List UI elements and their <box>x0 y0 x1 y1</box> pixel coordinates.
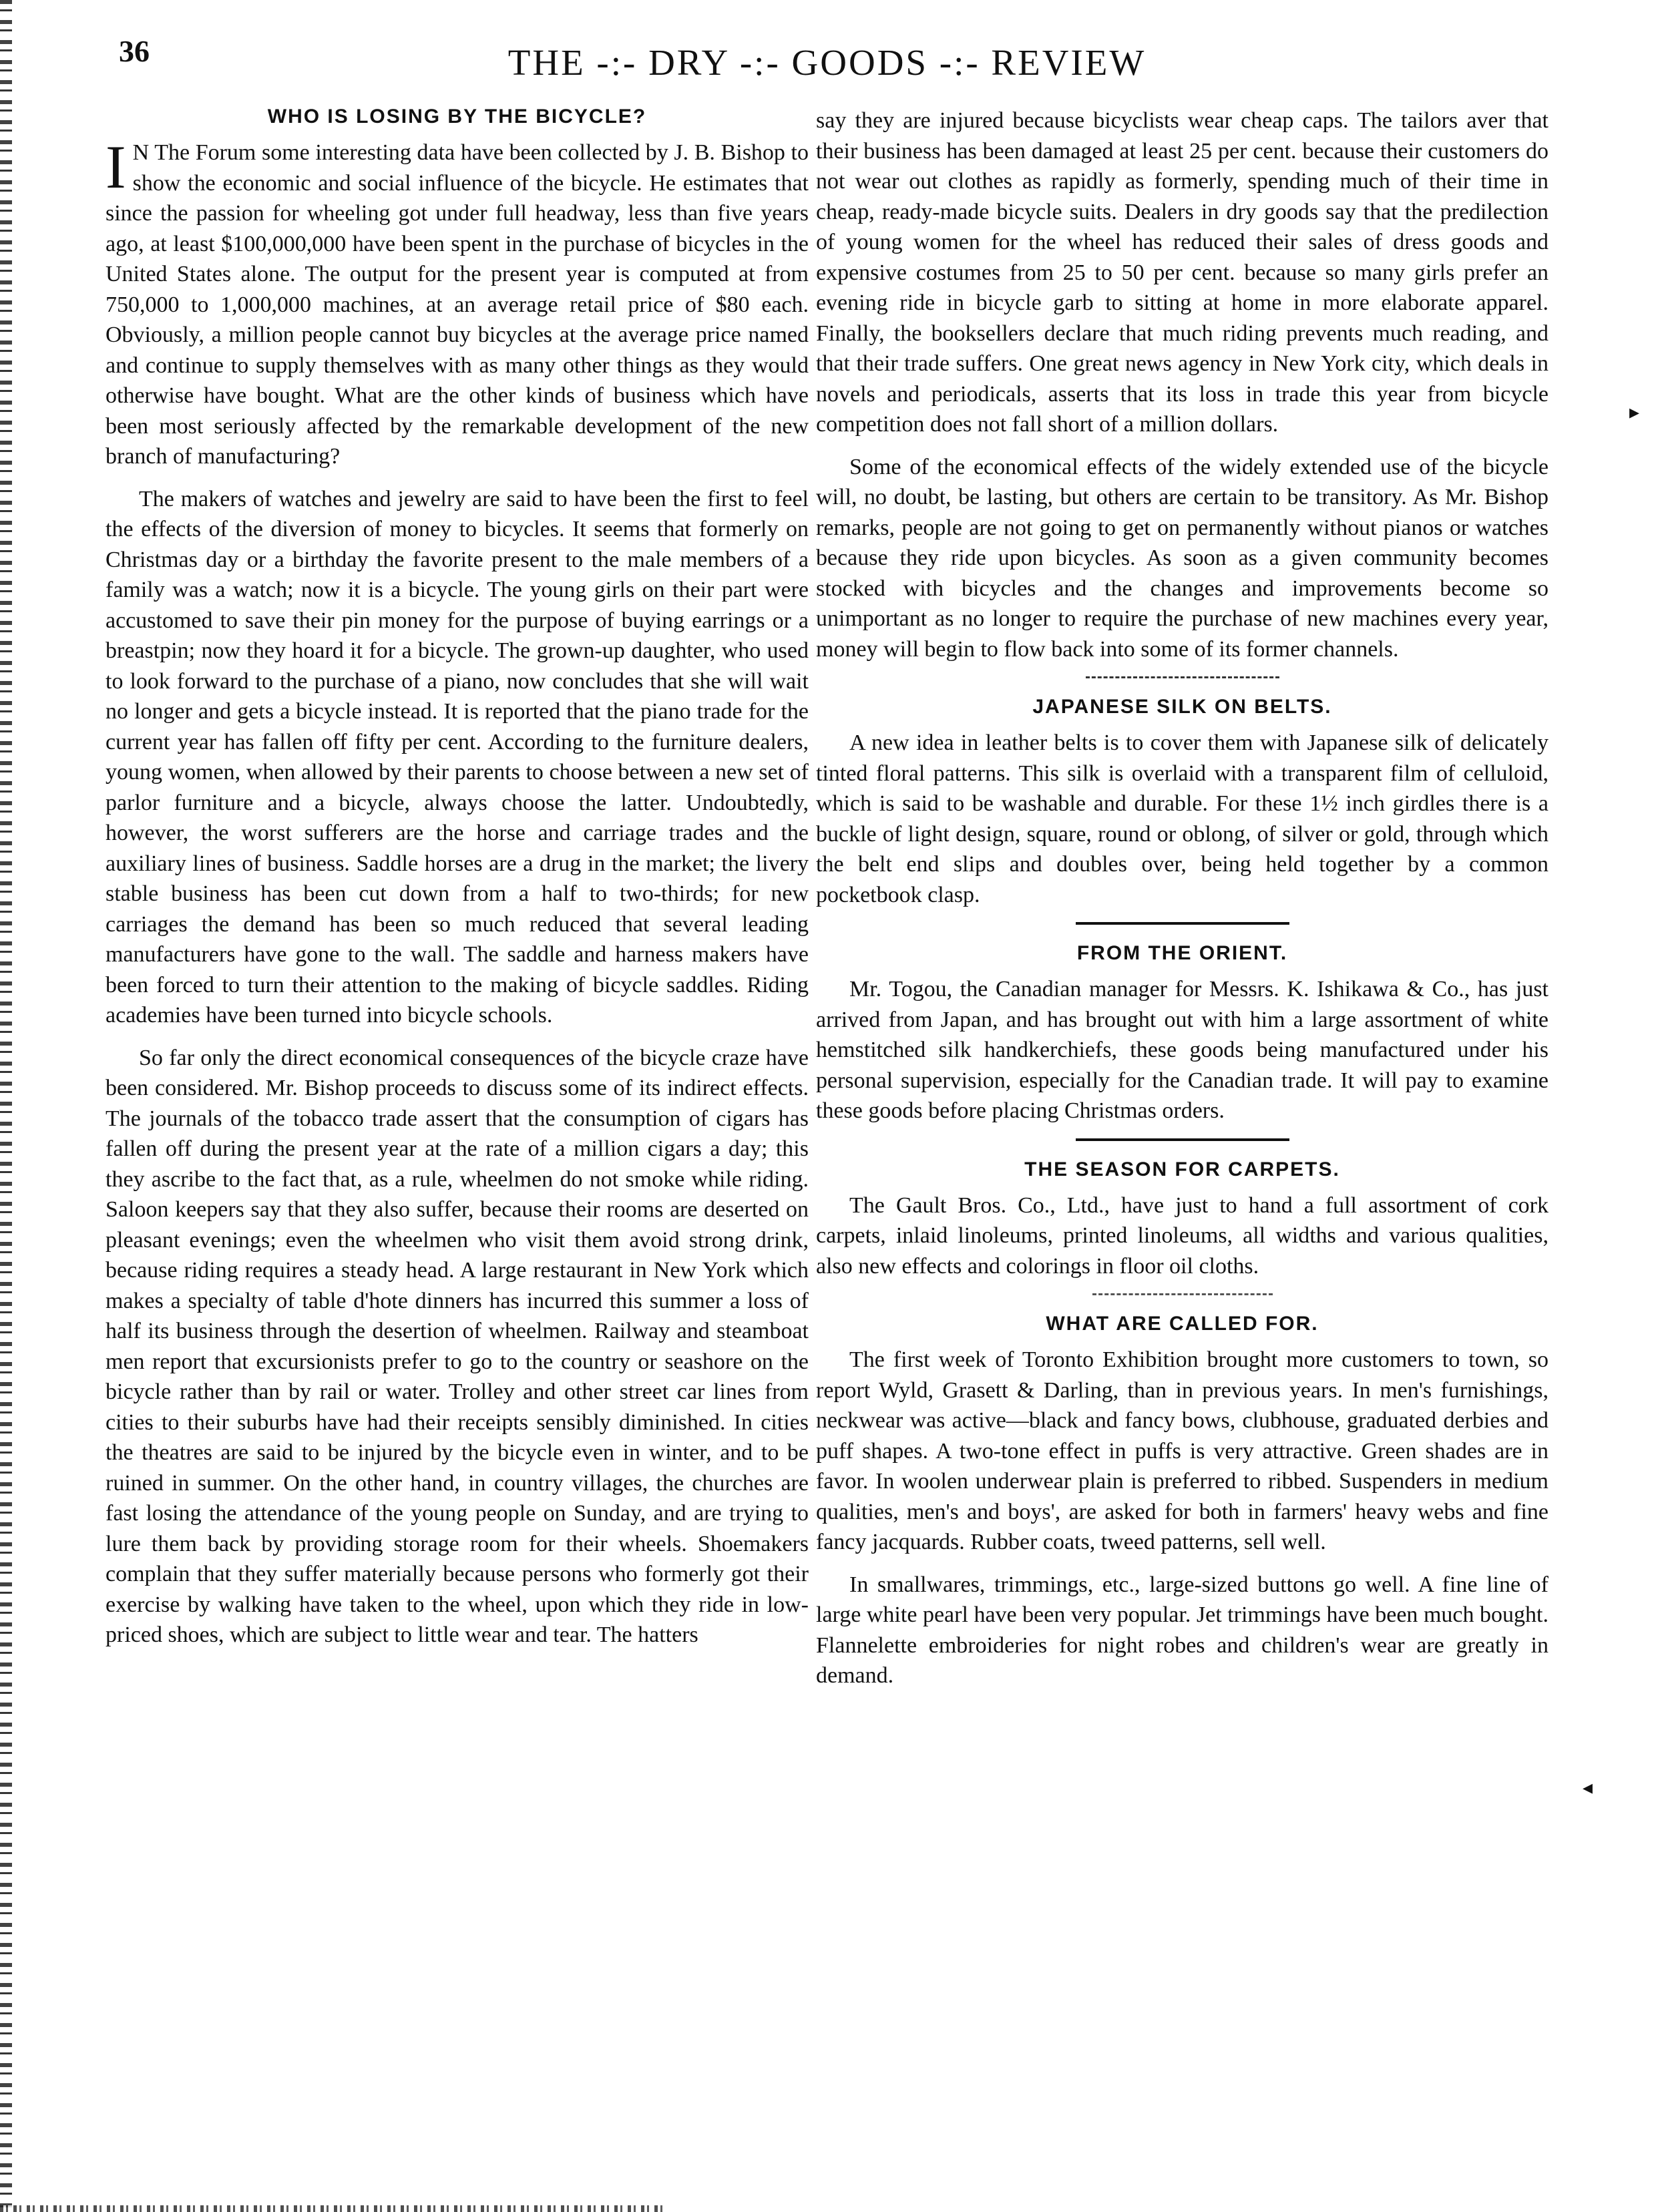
right-column <box>816 105 1548 1703</box>
article-paragraph: Some of the economical effects of the widely extended use of the bicycle will, no doubt, be lasting, but others are certain to be transitory. As Mr. Bishop remarks, people are not going to get on permanently without pianos or watches because they ride upon bicycles. As soon as a given community becomes stocked with bicycles and the changes and improvements become so unimportant as no longer to require the purchase of new machines every year, money will begin to flow back into some of its former channels. <box>816 454 1548 662</box>
article-paragraph: So far only the direct economical consequences of the bicycle craze have been considered. Mr. Bishop proceeds to discuss some of its indirect effects. The journals of the tobacco trade assert that the consumption of cigars has fallen off during the present year at the rate of a million cigars a day; this they ascribe to the fact that, as a rule, wheelmen do not smoke while riding. Saloon keepers say that they also suffer, because their rooms are deserted on pleasant evenings; even the wheelmen who visit them avoid strong drink, because riding requires a steady head. A large restaurant in New York which makes a specialty of table d'hote dinners has incurred this summer a loss of half its business through the desertion of wheelmen. Railway and steamboat men report that excursionists prefer to go to the country or seashore on the bicycle rather than by rail or water. Trolley and other street car lines from cities to their suburbs have had their receipts sensibly diminished. In cities the theatres are said to be injured by the bicycle even in winter, and to be ruined in summer. On the other hand, in country villages, the churches are fast losing the attendance of the young people on Sunday, and are trying to lure them back by providing storage room for their wheels. Shoemakers complain that they suffer materially because persons who formerly got their exercise by walking have taken to the wheel, upon which they ride in low-priced shoes, which are subject to little wear and tear. The hatters <box>106 1045 809 1647</box>
article-paragraph <box>106 133 809 472</box>
article-paragraph: In smallwares, trimmings, etc., large-sized buttons go well. A fine line of large white pearl have been very popular. Jet trimmings have been much bought. Flannelette embroideries for night robes and children's wear are greatly in demand. <box>816 1572 1548 1688</box>
article-paragraph: The makers of watches and jewelry are said to have been the first to feel the effects of the diversion of money to bicycles. It seems that formerly on Christmas day or a birthday the favorite present to the male members of a family was a watch; now it is a bicycle. The young girls on their part were accustomed to save their pin money for the purpose of buying earrings or a breastpin; now they hoard it for a bicycle. The grown-up daughter, who used to look forward to the purchase of a piano, now concludes that she will wait no longer and gets a bicycle instead. It is reported that the piano trade for the current year has fallen off fifty per cent. According to the furniture dealers, young women, when allowed by their parents to choose between a new set of parlor furniture and a bicycle, always choose the latter. Undoubtedly, however, the worst sufferers are the horse and carriage trades and the auxiliary lines of business. Saddle horses are a drug in the market; the livery stable business has been cut down from a half to two-thirds; for new carriages the demand has been so much reduced that several leading manufacturers have gone to the wall. The saddle and harness makers have been forced to turn their attention to the making of bicycle saddles. Riding academies have been turned into bicycle schools. <box>106 486 809 1028</box>
page-number: 36 <box>119 34 150 68</box>
scan-speck: ◂ <box>1583 1777 1593 1799</box>
article-title-orient: FROM THE ORIENT. <box>1076 942 1288 964</box>
section-divider <box>1092 1293 1273 1295</box>
left-column <box>106 105 809 1663</box>
masthead: THE -:- DRY -:- GOODS -:- REVIEW <box>507 42 1147 83</box>
article-title-silk: JAPANESE SILK ON BELTS. <box>1032 696 1332 718</box>
drop-cap: I <box>106 133 126 201</box>
article-title-bicycle: WHO IS LOSING BY THE BICYCLE? <box>267 105 647 128</box>
scan-speck: ▸ <box>1629 401 1640 423</box>
article-paragraph: A new idea in leather belts is to cover them with Japanese silk of delicately tinted floral patterns. This silk is overlaid with a transparent film of celluloid, which is said to be washable and durable. For these 1½ inch girdles there is a buckle of light design, square, round or oblong, of silver or gold, through which the belt end slips and doubles over, being held together by a common pocketbook clasp. <box>816 730 1548 907</box>
scan-edge-left <box>0 0 12 2212</box>
section-divider <box>1076 922 1289 925</box>
article-title-carpets: THE SEASON FOR CARPETS. <box>1024 1158 1340 1180</box>
article-paragraph: Mr. Togou, the Canadian manager for Messrs. K. Ishikawa & Co., has just arrived from Japan, and has brought out with him a large assortment of white hemstitched silk handkerchiefs, these goods being manufactured under his personal supervision, especially for the Canadian trade. It will pay to examine these goods before placing Christmas orders. <box>816 977 1548 1123</box>
article-title-called-for: WHAT ARE CALLED FOR. <box>1046 1313 1319 1335</box>
article-paragraph: say they are injured because bicyclists wear cheap caps. The tailors aver that their business has been damaged at least 25 per cent. because their customers do not wear out clothes as rapidly as formerly, spending much of their time in cheap, ready-made bicycle suits. Dealers in dry goods say that the predilection of young women for the wheel has reduced their sales of dress goods and expensive costumes from 25 to 50 per cent. because so many girls prefer an evening ride in bicycle garb to sitting at home in more elaborate apparel. Finally, the booksellers declare that much riding prevents much reading, and that their trade suffers. One great news agency in New York city, which deals in novels and periodicals, asserts that its loss in trade this year from bicycle competition does not fall short of a million dollars. <box>816 108 1548 437</box>
section-divider <box>1076 1138 1289 1141</box>
paragraph-text: N The Forum some interesting data have been collected by J. B. Bishop to show the economic and social influence of the bicycle. He estimates that since the passion for wheeling got under full headway, less than five years ago, at least $100,000,000 have been spent in the purchase of bicycles in the United States alone. The output for the present year is computed at from 750,000 to 1,000,000 machines, at an average retail price of $80 each. Obviously, a million people cannot buy bicycles at the average price named and continue to supply themselves with as many other things as they would otherwise have bought. What are the other kinds of business which have been most seriously affected by the remarkable development of the new branch of manufacturing? <box>106 140 809 469</box>
section-divider <box>1086 676 1279 678</box>
scan-edge-bottom <box>0 2205 668 2212</box>
article-paragraph: The Gault Bros. Co., Ltd., have just to hand a full assortment of cork carpets, inlaid linoleums, printed linoleums, all widths and various qualities, also new effects and colorings in floor oil cloths. <box>816 1192 1548 1279</box>
article-paragraph: The first week of Toronto Exhibition brought more customers to town, so report Wyld, Grasett & Darling, than in previous years. In men's furnishings, neckwear was active—black and fancy bows, clubhouse, graduated derbies and puff shapes. A two-tone effect in puffs is very attractive. Green shades are in favor. In woolen underwear plain is preferred to ribbed. Suspenders in medium qualities, men's and boys', are asked for both in farmers' heavy webs and fine fancy jacquards. Rubber coats, tweed patterns, sell well. <box>816 1347 1548 1554</box>
